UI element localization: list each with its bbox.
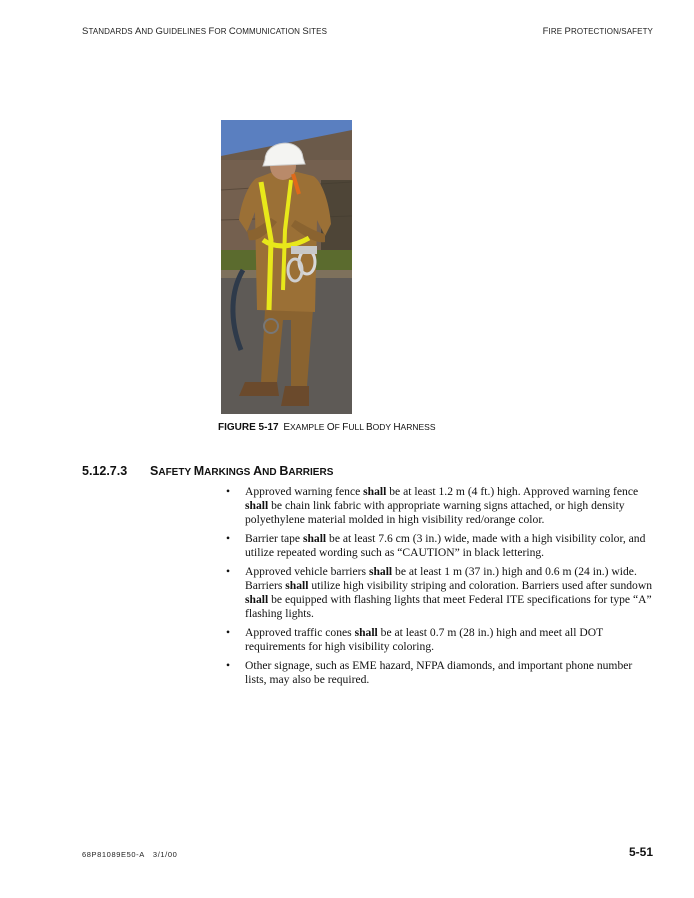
running-header-right: FIRE PROTECTION/SAFETY — [542, 26, 653, 37]
full-body-harness-photo — [221, 120, 352, 414]
bullet-item: • Approved warning fence shall be at least 1.2 m (4 ft.) high. Approved warning fence shall be chain link fabric with appropriate warning signs attached, or high density polyethylene material molded in high visibility red/orange color. — [226, 485, 639, 526]
bullet-icon: • — [226, 659, 231, 672]
figure-caption-text: EXAMPLE OF FULL BODY HARNESS — [283, 422, 436, 433]
bullet-icon: • — [226, 626, 231, 639]
bullet-item: • Barrier tape shall be at least 7.6 cm (3 in.) wide, made with a high visibility color, and utilize repeated wording such as “CAUTION” in black lettering. — [226, 532, 646, 559]
document-id: 68P81089E50-A — [82, 850, 145, 859]
bullet-item: • Approved vehicle barriers shall be at least 1 m (37 in.) high and 0.6 m (24 in.) wide. Barriers shall utilize high visibility striping and coloration. Barriers used after sundown shall be equipped with flashing lights that meet Federal ITE specifications for type “A” flashing lights. — [226, 565, 653, 620]
document-footer — [82, 850, 177, 859]
figure-caption — [218, 422, 436, 433]
document-date: 3/1/00 — [152, 850, 178, 859]
bullet-item: • Other signage, such as EME hazard, NFPA diamonds, and important phone number lists, may also be required. — [226, 659, 633, 686]
section-title: SAFETY MARKINGS AND BARRIERS — [150, 464, 334, 478]
bullet-icon: • — [226, 532, 231, 545]
bullet-item: • Approved traffic cones shall be at least 0.7 m (28 in.) high and meet all DOT requirements for high visibility coloring. — [226, 626, 603, 653]
section-heading — [82, 462, 333, 480]
bullet-icon: • — [226, 485, 231, 498]
page-number: 5-51 — [628, 845, 653, 859]
bullet-list — [226, 485, 656, 692]
section-number: 5.12.7.3 — [82, 464, 128, 478]
running-header-left: STANDARDS AND GUIDELINES FOR COMMUNICATION SITES — [82, 26, 328, 37]
figure-label: FIGURE 5-17 — [218, 422, 279, 433]
bullet-icon: • — [226, 565, 231, 578]
